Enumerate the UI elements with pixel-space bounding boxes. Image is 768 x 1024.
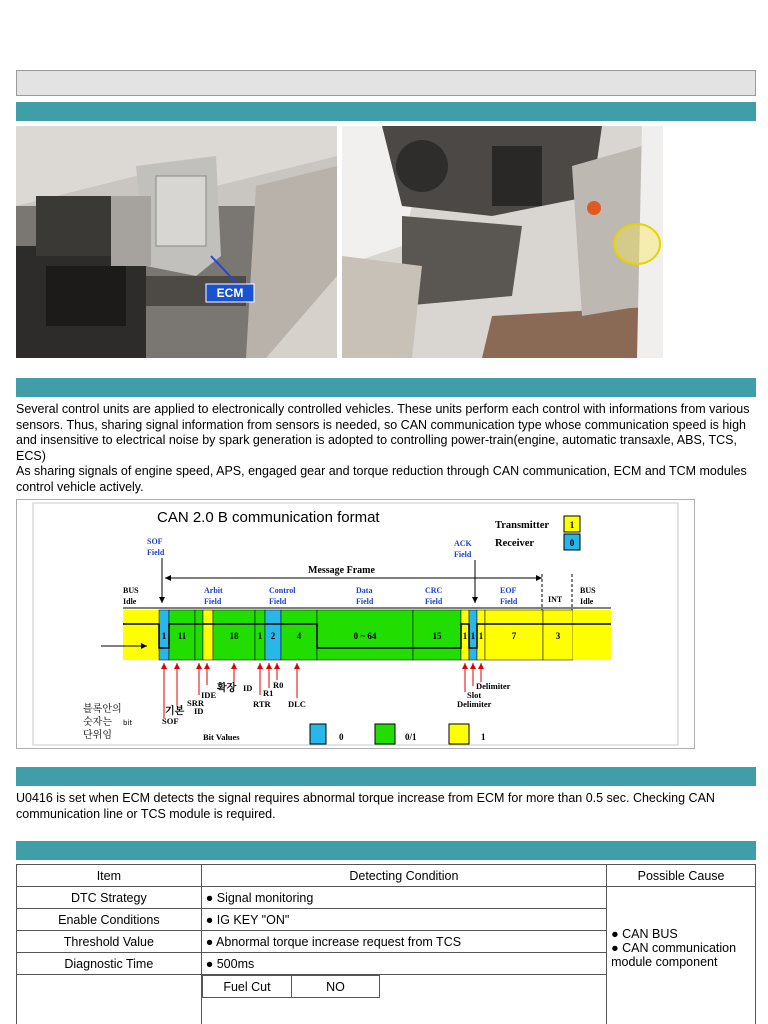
dtc-description-text	[16, 791, 756, 822]
description-line: As sharing signals of engine speed, APS, engaged gear and torque reduction through CAN communication, ECM and TCM modules	[16, 464, 747, 478]
fuel-cut-cell	[201, 975, 606, 1024]
crc-field-label-2: Field	[425, 597, 443, 606]
label-ide: IDE	[201, 690, 217, 700]
detecting-condition-table	[16, 864, 756, 1024]
fuel-cut-value: NO	[292, 976, 380, 998]
photo-vehicle-interior	[342, 126, 663, 358]
data-field-label-2: Field	[356, 597, 374, 606]
label-sof: SOF	[162, 716, 179, 726]
ack-field-label: ACK	[454, 539, 472, 548]
row-item: Threshold Value	[17, 931, 202, 953]
bit-count: 2	[270, 631, 276, 641]
table-row	[17, 887, 756, 909]
table-header-row	[17, 865, 756, 887]
header-condition: Detecting Condition	[201, 865, 606, 887]
row-condition: ● Signal monitoring	[201, 887, 606, 909]
ecm-callout-label: ECM	[216, 286, 244, 300]
bit-value-one-swatch	[449, 724, 469, 744]
bit-value-either-swatch	[375, 724, 395, 744]
bit-count: 15	[432, 631, 442, 641]
description-text	[16, 402, 756, 495]
control-field-label: Control	[269, 586, 296, 595]
bit-count: 3	[555, 631, 561, 641]
block-bus-idle-right	[573, 610, 611, 660]
block-srr	[195, 610, 203, 660]
block-ide	[203, 610, 213, 660]
section-header-dtc-description	[16, 767, 756, 786]
legend-receiver: Receiver	[495, 538, 535, 549]
bus-idle-right-2: Idle	[580, 597, 594, 606]
sof-field-label: SOF	[147, 537, 163, 546]
eof-field-label: EOF	[500, 586, 517, 595]
section-header-detecting-condition	[16, 841, 756, 860]
arbit-field-label: Arbit	[204, 586, 223, 595]
dtc-description-line: U0416 is set when ECM detects the signal requires abnormal torque increase from ECM for more than 0.5 sec. Checking CAN	[16, 791, 715, 805]
block-bus-idle	[123, 610, 159, 660]
description-line: and insensitive to electrical noise by spark generation is adopted to controlling power-train(engine, automatic transaxle, ABS, TCS,	[16, 433, 737, 447]
sof-field-label-2: Field	[147, 548, 165, 557]
bit-value-either: 0/1	[405, 732, 417, 742]
bit-count: 7	[511, 631, 517, 641]
row-item-empty	[17, 975, 202, 1024]
label-srr: SRR	[187, 698, 205, 708]
arbit-field-label-2: Field	[204, 597, 222, 606]
label-r0: R0	[273, 680, 284, 690]
row-condition: ● IG KEY "ON"	[201, 909, 606, 931]
fuel-cut-table	[202, 975, 380, 998]
label-hwakjang: 확장	[217, 683, 237, 694]
legend-receiver-value: 0	[569, 538, 575, 548]
eof-field-label-2: Field	[500, 597, 518, 606]
bus-idle-left: BUS	[123, 586, 139, 595]
title-bar	[16, 70, 756, 96]
legend-transmitter: Transmitter	[495, 520, 550, 531]
bit-count: 1	[470, 631, 476, 641]
description-line: sensors. Thus, sharing signal information from sensors is needed, so CAN communication type whose communication speed is high	[16, 417, 746, 432]
fuel-cut-label: Fuel Cut	[202, 976, 292, 998]
row-item: Enable Conditions	[17, 909, 202, 931]
label-dlc: DLC	[288, 699, 306, 709]
bit-count: 18	[229, 631, 239, 641]
label-slot: Slot	[467, 690, 482, 700]
description-line: ECS)	[16, 448, 46, 463]
label-delimiter: Delimiter	[476, 681, 511, 691]
crc-field-label: CRC	[425, 586, 443, 595]
korean-note: 숫자는	[83, 717, 112, 728]
row-item: Diagnostic Time	[17, 953, 202, 975]
row-condition: ● 500ms	[201, 953, 606, 975]
diagram-title: CAN 2.0 B communication format	[157, 509, 380, 526]
photo-ecm-location	[16, 126, 337, 358]
bit-count: 1	[161, 631, 167, 641]
cause-line: module component	[611, 955, 718, 969]
cause-line: ● CAN communication	[611, 941, 737, 955]
bit-count: 1	[257, 631, 263, 641]
bus-idle-left-2: Idle	[123, 597, 137, 606]
section-header-description	[16, 378, 756, 397]
control-field-label-2: Field	[269, 597, 287, 606]
label-r1: R1	[263, 688, 274, 698]
possible-cause-cell	[607, 887, 756, 1024]
label-id-ext: ID	[243, 683, 253, 693]
bit-value-zero-swatch	[310, 724, 326, 744]
bit-values-label: Bit Values	[203, 732, 240, 742]
label-rtr: RTR	[253, 699, 271, 709]
message-frame-label: Message Frame	[308, 565, 375, 576]
dtc-description-line: communication line or TCS module is required.	[16, 806, 276, 821]
bit-count: 4	[296, 631, 302, 641]
label-id: ID	[194, 706, 204, 716]
bit-count: 11	[177, 631, 187, 641]
bit-count: 0 ~ 64	[353, 631, 377, 641]
bit-value-one: 1	[481, 732, 486, 742]
row-item: DTC Strategy	[17, 887, 202, 909]
korean-note-bit: bit	[123, 719, 133, 727]
can-format-diagram	[16, 499, 695, 749]
label-gibon: 기본	[165, 706, 185, 717]
bit-value-zero: 0	[339, 732, 344, 742]
int-label: INT	[548, 595, 563, 604]
bit-count: 1	[478, 631, 484, 641]
data-field-label: Data	[356, 586, 373, 595]
korean-note: 블록안의	[83, 704, 122, 715]
row-condition: ● Abnormal torque increase request from TCS	[201, 931, 606, 953]
description-line: control vehicle actively.	[16, 479, 144, 494]
korean-note: 단위임	[83, 730, 112, 741]
bit-count: 1	[462, 631, 468, 641]
label-delimiter-2: Delimiter	[457, 699, 492, 709]
description-line: Several control units are applied to electronically controlled vehicles. These units perform each control with informations from various	[16, 402, 750, 416]
bus-idle-right: BUS	[580, 586, 596, 595]
highlight-circle	[614, 224, 660, 264]
legend-transmitter-value: 1	[569, 520, 575, 530]
header-item: Item	[17, 865, 202, 887]
ack-field-label-2: Field	[454, 550, 472, 559]
header-cause: Possible Cause	[607, 865, 756, 887]
section-header-location	[16, 102, 756, 121]
cause-line: ● CAN BUS	[611, 927, 678, 941]
